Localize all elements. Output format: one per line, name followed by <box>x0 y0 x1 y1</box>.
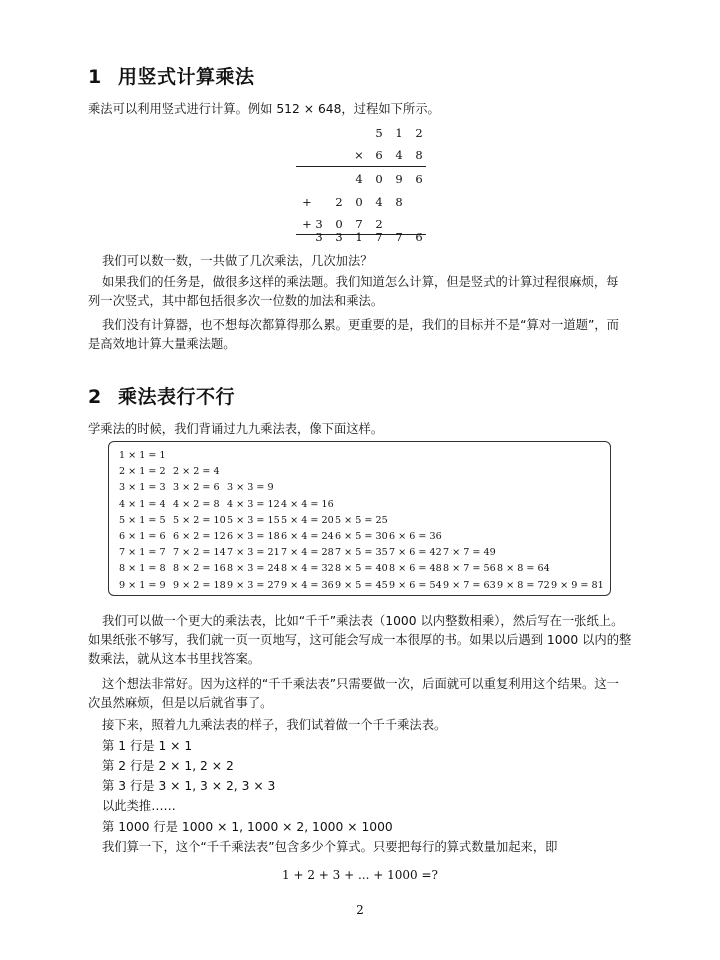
mult-result-row <box>296 230 426 250</box>
mult-digit: 6 <box>415 230 423 244</box>
table-row <box>119 547 609 563</box>
mult-digit: + <box>302 217 312 231</box>
mult-digit: 0 <box>375 172 383 186</box>
mult-digit: 5 <box>375 126 383 140</box>
table-cell: 8 × 4 = 32 <box>281 563 334 575</box>
mult-digit: 4 <box>355 172 363 186</box>
mult-digit: 7 <box>375 230 383 244</box>
table-cell: 7 × 4 = 28 <box>281 547 334 559</box>
row-description-1000: 第 1000 行是 1000 × 1, 1000 × 2, 1000 × 1000 <box>102 820 393 834</box>
table-cell: 3 × 1 = 3 <box>119 482 166 494</box>
table-cell: 8 × 3 = 24 <box>227 563 280 575</box>
table-cell: 9 × 8 = 72 <box>497 579 550 591</box>
mult-digit: 8 <box>415 148 423 162</box>
table-cell: 7 × 1 = 7 <box>119 547 166 559</box>
mult-digit: 2 <box>375 217 383 231</box>
table-cell: 9 × 4 = 36 <box>281 579 334 591</box>
table-cell: 5 × 3 = 15 <box>227 514 280 526</box>
table-cell: 6 × 5 = 30 <box>335 531 388 542</box>
mult-digit: 7 <box>355 217 363 231</box>
table-cell: 6 × 2 = 12 <box>173 531 226 542</box>
table-cell: 2 × 2 = 4 <box>173 466 220 478</box>
table-cell: 8 × 5 = 40 <box>335 563 388 575</box>
mult-digit: 1 <box>355 230 363 244</box>
table-cell: 8 × 6 = 48 <box>389 563 442 575</box>
mult-digit: + <box>302 195 312 209</box>
page-number: 2 <box>356 903 364 917</box>
section-2-intro: 学乘法的时候，我们背诵过九九乘法表，像下面这样。 <box>88 422 384 436</box>
mult-digit: 2 <box>415 126 423 140</box>
mult-digit: 6 <box>375 148 383 162</box>
section-1-paragraph-2: 如果我们的任务是，做很多这样的乘法题。我们知道怎么计算，但是竖式的计算过程很麻烦，每列一次竖式，其中都包括很多次一位数的加法和乘法。 <box>88 275 619 308</box>
table-cell: 6 × 6 = 36 <box>389 531 442 542</box>
table-cell: 8 × 7 = 56 <box>443 563 496 575</box>
row-description-3: 第 3 行是 3 × 1, 3 × 2, 3 × 3 <box>102 779 276 793</box>
table-cell: 9 × 1 = 9 <box>119 579 166 591</box>
table-row <box>119 531 609 547</box>
table-cell: 7 × 2 = 14 <box>173 547 226 559</box>
table-cell: 3 × 3 = 9 <box>227 482 274 494</box>
mult-digit: 7 <box>395 230 403 244</box>
section-2-paragraph-2: 这个想法非常好。因为这样的“千千乘法表”只需要做一次，后面就可以重复利用这个结果。这一次虽然麻烦，但是以后就省事了。 <box>88 677 619 710</box>
mult-digit: 1 <box>395 126 403 140</box>
table-row <box>119 482 609 498</box>
table-cell: 3 × 2 = 6 <box>173 482 220 494</box>
table-cell: 4 × 4 = 16 <box>281 498 334 510</box>
table-cell: 6 × 3 = 18 <box>227 531 280 542</box>
section-2-paragraph-4: 我们算一下，这个“千千乘法表”包含多少个算式。只要把每行的算式数量加起来，即 <box>102 840 558 854</box>
table-row <box>119 563 609 579</box>
row-description-etc: 以此类推…… <box>102 799 176 813</box>
row-description-1: 第 1 行是 1 × 1 <box>102 739 193 753</box>
mult-digit: 3 <box>335 230 343 244</box>
section-1-paragraph-3: 我们没有计算器，也不想每次都算得那么累。更重要的是，我们的目标并不是“算对一道题”，而是高效地计算大量乘法题。 <box>88 318 619 351</box>
mult-digit: 8 <box>395 195 403 209</box>
table-row <box>119 450 609 466</box>
mult-digit: 2 <box>335 195 343 209</box>
section-1-number: 1 <box>88 66 102 88</box>
mult-digit: 0 <box>335 217 343 231</box>
table-cell: 6 × 4 = 24 <box>281 531 334 542</box>
mult-digit: × <box>354 148 364 162</box>
table-cell: 4 × 1 = 4 <box>119 498 166 510</box>
row-description-2: 第 2 行是 2 × 1, 2 × 2 <box>102 759 234 773</box>
table-cell: 9 × 2 = 18 <box>173 579 226 591</box>
table-row <box>119 466 609 482</box>
table-cell: 8 × 1 = 8 <box>119 563 166 575</box>
table-row <box>119 580 609 596</box>
mult-digit: 3 <box>315 230 323 244</box>
mult-digit: 4 <box>395 148 403 162</box>
table-cell: 9 × 6 = 54 <box>389 579 442 591</box>
table-cell: 9 × 9 = 81 <box>551 579 604 591</box>
section-2-title: 乘法表行不行 <box>118 386 236 408</box>
table-cell: 9 × 7 = 63 <box>443 579 496 591</box>
section-2-paragraph-1: 我们可以做一个更大的乘法表，比如“千千”乘法表（1000 以内整数相乘），然后写在一张纸上。如果纸张不够写，我们就一页一页地写，这可能会写成一本很厚的书。如果以后遇到 1000 以内的整数乘法，就从这本书里找答案。 <box>88 614 632 666</box>
table-row <box>119 499 609 515</box>
table-cell: 4 × 2 = 8 <box>173 498 220 510</box>
table-cell: 8 × 8 = 64 <box>497 563 550 575</box>
mult-digit: 4 <box>375 195 383 209</box>
mult-row-1 <box>296 126 426 146</box>
table-row <box>119 515 609 531</box>
section-1-paragraph-1: 我们可以数一数，一共做了几次乘法，几次加法？ <box>102 254 373 268</box>
table-cell: 5 × 1 = 5 <box>119 514 166 526</box>
table-cell: 9 × 3 = 27 <box>227 579 280 591</box>
table-cell: 7 × 5 = 35 <box>335 547 388 559</box>
mult-row-4 <box>296 195 426 215</box>
mult-digit: 9 <box>395 172 403 186</box>
mult-digit: 0 <box>355 195 363 209</box>
sum-equation: 1 + 2 + 3 + ... + 1000 =? <box>282 868 438 882</box>
table-cell: 8 × 2 = 16 <box>173 563 226 575</box>
table-cell: 5 × 5 = 25 <box>335 514 388 526</box>
table-cell: 7 × 6 = 42 <box>389 547 442 559</box>
mult-digit: 6 <box>415 172 423 186</box>
table-cell: 2 × 1 = 2 <box>119 466 166 478</box>
table-cell: 5 × 4 = 20 <box>281 514 334 526</box>
section-1-intro: 乘法可以利用竖式进行计算。例如 512 × 648，过程如下所示。 <box>88 102 440 116</box>
table-cell: 7 × 3 = 21 <box>227 547 280 559</box>
section-2-paragraph-3: 接下来，照着九九乘法表的样子，我们试着做一个千千乘法表。 <box>102 718 447 732</box>
mult-digit: 3 <box>315 217 323 231</box>
mult-row-2 <box>296 148 426 168</box>
table-cell: 1 × 1 = 1 <box>119 450 166 461</box>
mult-rule-1 <box>296 166 426 167</box>
multiplication-table-box <box>108 441 611 596</box>
section-1-heading <box>88 62 255 89</box>
section-2-number: 2 <box>88 386 102 408</box>
table-cell: 9 × 5 = 45 <box>335 579 388 591</box>
table-cell: 4 × 3 = 12 <box>227 498 280 510</box>
section-1-title: 用竖式计算乘法 <box>118 66 255 88</box>
table-cell: 5 × 2 = 10 <box>173 514 226 526</box>
section-2-heading <box>88 382 235 409</box>
mult-row-3 <box>296 172 426 192</box>
table-cell: 6 × 1 = 6 <box>119 531 166 542</box>
table-cell: 7 × 7 = 49 <box>443 547 496 559</box>
